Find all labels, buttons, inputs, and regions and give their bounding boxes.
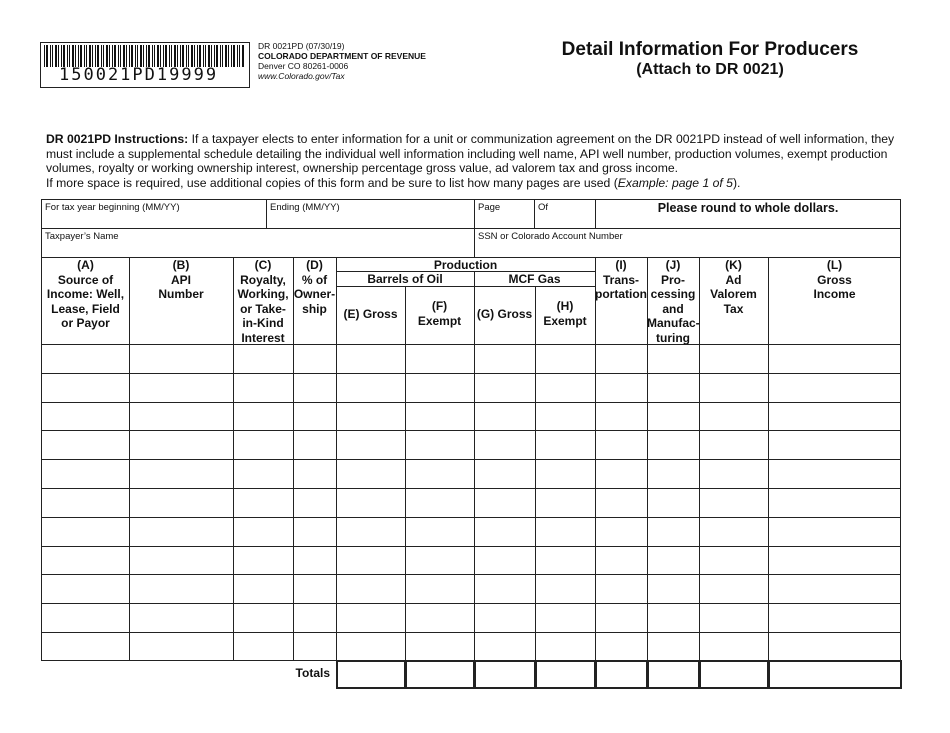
table-cell[interactable] xyxy=(647,517,699,546)
totals-cell[interactable] xyxy=(535,660,596,689)
table-cell[interactable] xyxy=(474,603,535,632)
table-cell[interactable] xyxy=(647,632,699,661)
header-line: cessing xyxy=(650,287,696,301)
table-cell[interactable] xyxy=(474,344,535,373)
totals-label: Totals xyxy=(295,666,330,680)
header-line: portation xyxy=(595,287,647,301)
table-cell[interactable] xyxy=(129,632,233,661)
table-cell[interactable] xyxy=(129,402,233,431)
instructions-example: Example: page 1 of 5 xyxy=(617,175,733,190)
totals-cell[interactable] xyxy=(336,660,406,689)
table-cell[interactable] xyxy=(595,603,647,632)
barrels-mcf-divider xyxy=(336,286,595,287)
header-line: Number xyxy=(158,287,204,301)
table-cell[interactable] xyxy=(41,344,129,373)
col-e-header xyxy=(336,307,405,322)
table-cell[interactable] xyxy=(129,430,233,459)
header-line: (G) Gross xyxy=(476,307,533,321)
table-cell[interactable] xyxy=(336,459,405,488)
header-line: API xyxy=(170,272,191,287)
table-cell[interactable] xyxy=(293,574,336,603)
table-cell[interactable] xyxy=(405,603,474,632)
instructions-heading: DR 0021PD Instructions: xyxy=(46,132,189,146)
production-divider xyxy=(336,271,595,272)
header-line: Pro- xyxy=(661,272,685,287)
table-cell[interactable] xyxy=(699,402,768,431)
table-cell[interactable] xyxy=(699,459,768,488)
table-cell[interactable] xyxy=(233,632,293,661)
table-cell[interactable] xyxy=(336,546,405,575)
table-cell[interactable] xyxy=(699,344,768,373)
table-cell[interactable] xyxy=(474,402,535,431)
table-cell[interactable] xyxy=(768,344,901,373)
table-cell[interactable] xyxy=(699,430,768,459)
col-d-header xyxy=(293,258,336,316)
table-cell[interactable] xyxy=(293,373,336,402)
totals-cell[interactable] xyxy=(405,660,475,689)
header-line: Royalty, xyxy=(240,272,286,287)
table-cell[interactable] xyxy=(768,488,901,517)
header-line: or Payor xyxy=(61,316,110,330)
header-line: (H) xyxy=(556,299,574,313)
header-line: Tax xyxy=(723,301,744,316)
table-cell[interactable] xyxy=(474,488,535,517)
totals-cell[interactable] xyxy=(595,660,648,689)
header-line: Manufac- xyxy=(647,316,700,330)
table-cell[interactable] xyxy=(336,632,405,661)
table-cell[interactable] xyxy=(474,517,535,546)
round-note: Please round to whole dollars. xyxy=(657,201,839,215)
table-cell[interactable] xyxy=(129,574,233,603)
barrels-mcf-vdivider xyxy=(474,271,475,344)
table-cell[interactable] xyxy=(41,373,129,402)
table-cell[interactable] xyxy=(233,603,293,632)
header-line: (C) xyxy=(254,258,272,272)
header-line: Exempt xyxy=(543,313,587,328)
header-line: Exempt xyxy=(417,313,462,328)
col-f-header xyxy=(405,299,474,328)
header-line: Gross xyxy=(817,272,852,287)
table-cell[interactable] xyxy=(293,344,336,373)
ef-vdivider xyxy=(405,286,406,344)
table-cell[interactable] xyxy=(768,373,901,402)
table-cell[interactable] xyxy=(293,517,336,546)
header-line: % of xyxy=(301,272,328,287)
header-line: Ad xyxy=(725,272,742,287)
table-cell[interactable] xyxy=(647,488,699,517)
table-cell[interactable] xyxy=(535,430,595,459)
table-cell[interactable] xyxy=(405,402,474,431)
instructions-end: ). xyxy=(732,175,741,190)
table-cell[interactable] xyxy=(293,546,336,575)
table-cell[interactable] xyxy=(699,632,768,661)
table-cell[interactable] xyxy=(41,574,129,603)
table-cell[interactable] xyxy=(647,430,699,459)
table-cell[interactable] xyxy=(535,344,595,373)
table-cell[interactable] xyxy=(535,603,595,632)
col-g-header xyxy=(474,307,535,322)
table-cell[interactable] xyxy=(233,517,293,546)
table-cell[interactable] xyxy=(129,373,233,402)
header-line: (B) xyxy=(172,258,190,272)
header-line: Lease, Field xyxy=(51,301,120,316)
table-cell[interactable] xyxy=(595,546,647,575)
table-cell[interactable] xyxy=(293,459,336,488)
table-cell[interactable] xyxy=(595,488,647,517)
table-cell[interactable] xyxy=(405,632,474,661)
header-line: Interest xyxy=(241,330,285,345)
table-cell[interactable] xyxy=(233,546,293,575)
totals-cell[interactable] xyxy=(768,660,902,689)
table-cell[interactable] xyxy=(233,488,293,517)
header-line: (L) xyxy=(826,258,843,272)
table-cell[interactable] xyxy=(293,603,336,632)
table-cell[interactable] xyxy=(699,603,768,632)
header-line: (D) xyxy=(306,258,323,272)
gh-vdivider xyxy=(535,286,536,344)
header-line: in-Kind xyxy=(242,316,284,330)
header-line: (I) xyxy=(615,258,627,272)
table-cell[interactable] xyxy=(647,402,699,431)
table-cell[interactable] xyxy=(535,574,595,603)
col-a-header xyxy=(42,258,129,331)
table-cell[interactable] xyxy=(699,546,768,575)
table-cell[interactable] xyxy=(336,603,405,632)
table-cell[interactable] xyxy=(474,546,535,575)
table-cell[interactable] xyxy=(535,373,595,402)
table-cell[interactable] xyxy=(474,632,535,661)
header-line: (E) Gross xyxy=(343,307,398,321)
header-line: and xyxy=(662,301,684,316)
header-line: Valorem xyxy=(710,287,757,301)
table-cell[interactable] xyxy=(768,459,901,488)
table-cell[interactable] xyxy=(336,373,405,402)
table-cell[interactable] xyxy=(647,459,699,488)
header-line: Source of xyxy=(57,272,114,287)
table-cell[interactable] xyxy=(535,459,595,488)
table-cell[interactable] xyxy=(405,373,474,402)
header-line: turing xyxy=(656,330,690,345)
table-cell[interactable] xyxy=(405,344,474,373)
page-label: Page xyxy=(478,202,501,213)
totals-cell[interactable] xyxy=(474,660,536,689)
table-cell[interactable] xyxy=(336,574,405,603)
table-cell[interactable] xyxy=(41,488,129,517)
table-cell[interactable] xyxy=(474,430,535,459)
instructions-text: If a taxpayer elects to enter information for a unit or communization agreement on the DR 0021PD instead of well information, they must include a supplemental schedule detailing the individual well information including well name, API well number, production volumes, exempt production volumes, royalty or working ownership interest, ownership percentage gross value, ad valorem tax and gross income. xyxy=(46,132,895,176)
table-cell[interactable] xyxy=(129,517,233,546)
table-cell[interactable] xyxy=(129,546,233,575)
table-cell[interactable] xyxy=(768,546,901,575)
table-cell[interactable] xyxy=(768,603,901,632)
form-code: DR 0021PD (07/30/19) xyxy=(258,41,345,51)
table-cell[interactable] xyxy=(41,603,129,632)
header-line: Working, xyxy=(237,287,289,301)
table-cell[interactable] xyxy=(647,344,699,373)
header-line: (K) xyxy=(725,258,742,272)
table-cell[interactable] xyxy=(233,430,293,459)
table-cell[interactable] xyxy=(41,430,129,459)
table-cell[interactable] xyxy=(699,574,768,603)
table-cell[interactable] xyxy=(595,344,647,373)
table-cell[interactable] xyxy=(336,402,405,431)
table-cell[interactable] xyxy=(293,402,336,431)
table-cell[interactable] xyxy=(647,373,699,402)
table-cell[interactable] xyxy=(41,632,129,661)
col-i-header xyxy=(595,258,647,302)
table-cell[interactable] xyxy=(768,430,901,459)
table-cell[interactable] xyxy=(595,517,647,546)
table-cell[interactable] xyxy=(41,459,129,488)
col-c-header xyxy=(233,258,293,345)
ssn-label: SSN or Colorado Account Number xyxy=(478,231,623,242)
table-cell[interactable] xyxy=(129,603,233,632)
table-cell[interactable] xyxy=(405,430,474,459)
table-cell[interactable] xyxy=(595,430,647,459)
ending-label: Ending (MM/YY) xyxy=(270,202,340,213)
table-cell[interactable] xyxy=(535,546,595,575)
table-cell[interactable] xyxy=(129,488,233,517)
table-cell[interactable] xyxy=(647,603,699,632)
table-cell[interactable] xyxy=(405,546,474,575)
table-cell[interactable] xyxy=(336,430,405,459)
table-cell[interactable] xyxy=(129,459,233,488)
col-b-header xyxy=(129,258,233,302)
table-cell[interactable] xyxy=(129,344,233,373)
table-cell[interactable] xyxy=(405,574,474,603)
table-cell[interactable] xyxy=(768,402,901,431)
table-cell[interactable] xyxy=(768,517,901,546)
instructions-more-space: If more space is required, use additional copies of this form and be sure to list how many pages are used ( xyxy=(46,175,618,190)
table-cell[interactable] xyxy=(233,373,293,402)
header-line: or Take- xyxy=(240,301,286,316)
table-cell[interactable] xyxy=(699,488,768,517)
table-cell[interactable] xyxy=(699,517,768,546)
barrels-header: Barrels of Oil xyxy=(367,272,443,286)
table-cell[interactable] xyxy=(768,574,901,603)
table-cell[interactable] xyxy=(41,517,129,546)
table-cell[interactable] xyxy=(233,344,293,373)
col-l-header xyxy=(768,258,901,302)
totals-cell[interactable] xyxy=(699,660,769,689)
table-cell[interactable] xyxy=(647,546,699,575)
table-cell[interactable] xyxy=(293,488,336,517)
table-cell[interactable] xyxy=(595,402,647,431)
table-cell[interactable] xyxy=(405,488,474,517)
header-line: ship xyxy=(302,301,327,316)
table-cell[interactable] xyxy=(336,488,405,517)
table-cell[interactable] xyxy=(595,574,647,603)
header-line: Income: Well, xyxy=(46,287,125,301)
department-address: Denver CO 80261-0006 xyxy=(258,61,349,71)
table-cell[interactable] xyxy=(41,402,129,431)
mcf-header: MCF Gas xyxy=(508,272,561,286)
form-title: Detail Information For Producers xyxy=(561,39,859,60)
table-cell[interactable] xyxy=(336,517,405,546)
table-cell[interactable] xyxy=(405,459,474,488)
table-cell[interactable] xyxy=(474,459,535,488)
table-cell[interactable] xyxy=(535,517,595,546)
table-cell[interactable] xyxy=(699,373,768,402)
table-cell[interactable] xyxy=(233,402,293,431)
table-cell[interactable] xyxy=(293,430,336,459)
form-subtitle: (Attach to DR 0021) xyxy=(636,61,784,78)
header-line: Trans- xyxy=(602,272,639,287)
of-label: Of xyxy=(538,202,549,213)
header-line: Owner- xyxy=(293,287,336,301)
table-cell[interactable] xyxy=(233,459,293,488)
table-cell[interactable] xyxy=(535,632,595,661)
header-line: (J) xyxy=(665,258,681,272)
table-cell[interactable] xyxy=(768,632,901,661)
taxpayer-name-label: Taxpayer’s Name xyxy=(45,231,119,242)
table-cell[interactable] xyxy=(233,574,293,603)
header-line: (A) xyxy=(77,258,94,272)
header-line: (F) xyxy=(431,299,448,313)
table-cell[interactable] xyxy=(405,517,474,546)
totals-cell[interactable] xyxy=(647,660,700,689)
production-header: Production xyxy=(433,258,498,272)
barcode-number: 150021PD19999 xyxy=(59,65,219,85)
table-cell[interactable] xyxy=(535,488,595,517)
tax-year-beginning-label: For tax year beginning (MM/YY) xyxy=(45,202,180,213)
header-line: Income xyxy=(813,287,856,301)
table-cell[interactable] xyxy=(474,574,535,603)
table-cell[interactable] xyxy=(595,459,647,488)
department-website[interactable]: www.Colorado.gov/Tax xyxy=(258,71,345,81)
table-cell[interactable] xyxy=(293,632,336,661)
table-cell[interactable] xyxy=(595,632,647,661)
department-name: COLORADO DEPARTMENT OF REVENUE xyxy=(258,51,426,61)
table-cell[interactable] xyxy=(535,402,595,431)
table-cell[interactable] xyxy=(474,373,535,402)
table-cell[interactable] xyxy=(41,546,129,575)
table-cell[interactable] xyxy=(647,574,699,603)
table-cell[interactable] xyxy=(336,344,405,373)
col-h-header xyxy=(535,299,595,328)
col-k-header xyxy=(699,258,768,316)
col-j-header xyxy=(647,258,699,345)
table-cell[interactable] xyxy=(595,373,647,402)
